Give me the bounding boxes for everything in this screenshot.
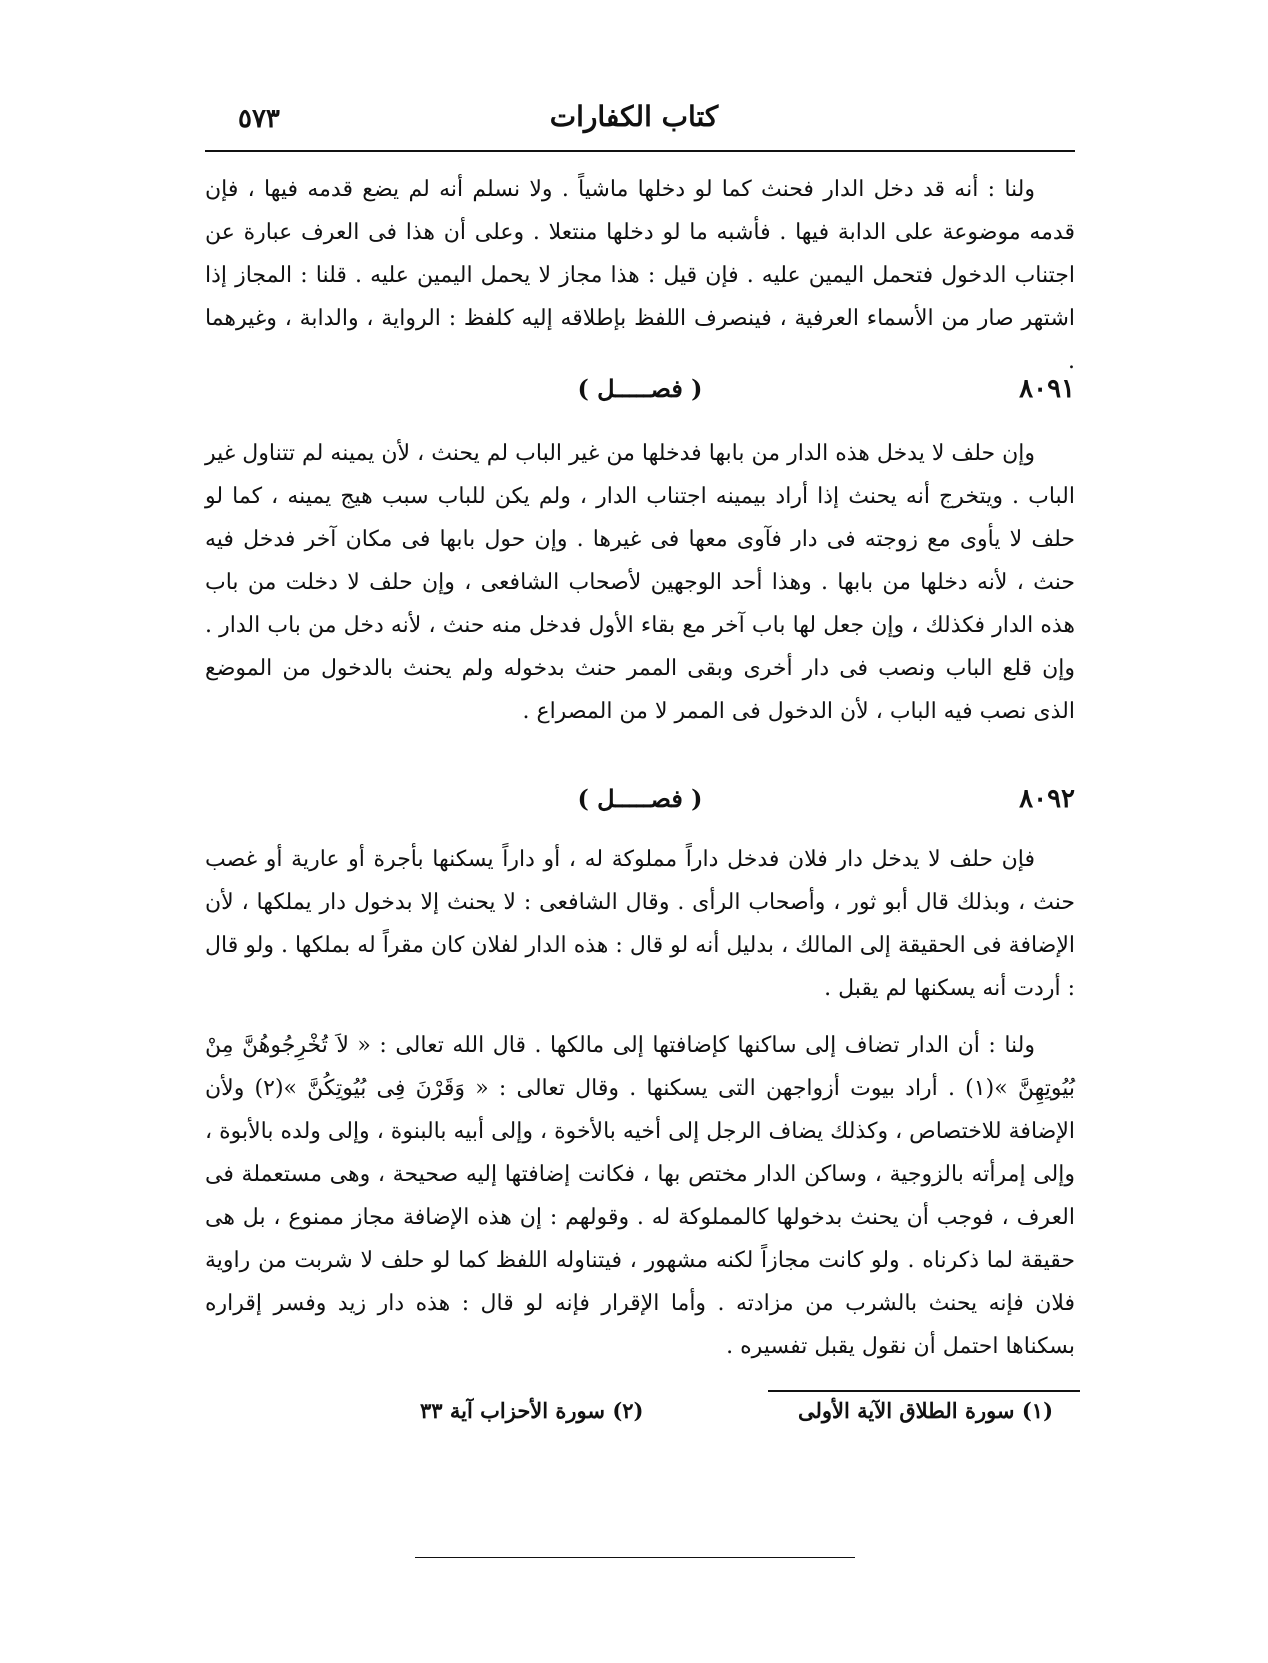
running-title: كتاب الكفارات: [549, 100, 719, 133]
footnote-rule: [768, 1390, 1080, 1392]
page-number: ٥٧٣: [238, 104, 280, 134]
header-rule: [205, 150, 1075, 152]
footnote-2: (٢) سورة الأحزاب آية ٣٣: [420, 1398, 644, 1423]
section-label: ( فصـــــل ): [577, 784, 703, 813]
section-heading-8092: [205, 784, 1075, 824]
section-8092-body: [205, 838, 1075, 1368]
section-label: ( فصـــــل ): [577, 374, 703, 403]
paragraph: وإن حلف لا يدخل هذه الدار من بابها فدخلها من غير الباب لم يحنث ، لأن يمينه لم تتناول غير الباب . ويتخرج أنه يحنث إذا أراد بيمينه اجتناب الدار ، ولم يكن للباب سبب هيج يمينه ، كما لو حلف لا يأوى مع زوجته فى دار فآوى معها فى غيرها . وإن حول بابها فى مكان آخر فدخل فيه حنث ، لأنه دخلها من بابها . وهذا أحد الوجهين لأصحاب الشافعى ، وإن حلف لا دخلت من باب هذه الدار فكذلك ، وإن جعل لها باب آخر مع بقاء الأول فدخل منه حنث ، لأنه دخل من باب الدار . وإن قلع الباب ونصب فى دار أخرى وبقى الممر حنث بدخوله ولم يحنث بالدخول من الموضع الذى نصب فيه الباب ، لأن الدخول فى الممر لا من المصراع .: [205, 441, 1075, 724]
section-heading-8091: [205, 374, 1075, 414]
section-number: ٨٠٩١: [1019, 374, 1075, 404]
paragraph: ولنا : أنه قد دخل الدار فحنث كما لو دخلها ماشياً . ولا نسلم أنه لم يضع قدمه فيها ، فإن قدمه موضوعة على الدابة فيها . فأشبه ما لو دخلها منتعلا . وعلى أن هذا فى العرف عبارة عن اجتناب الدخول فتحمل اليمين عليه . فإن قيل : هذا مجاز لا يحمل اليمين عليه . قلنا : المجاز إذا اشتهر صار من الأسماء العرفية ، فينصرف اللفظ بإطلاقه إليه كلفظ : الرواية ، والدابة ، وغيرهما .: [205, 177, 1075, 374]
paragraph: ولنا : أن الدار تضاف إلى ساكنها كإضافتها إلى مالكها . قال الله تعالى : « لاَ تُخْرِجُوهُنَّ مِنْ بُيُوتِهِنَّ »(١) . أراد بيوت أزواجهن التى يسكنها . وقال تعالى : « وَقَرْنَ فِى بُيُوتِكُنَّ »(٢) ولأن الإضافة للاختصاص ، وكذلك يضاف الرجل إلى أخيه بالأخوة ، وإلى أبيه بالبنوة ، وإلى ولده بالأبوة ، وإلى إمرأته بالزوجية ، وساكن الدار مختص بها ، فكانت إضافتها إليه صحيحة ، وهى مستعملة فى العرف ، فوجب أن يحنث بدخولها كالمملوكة له . وقولهم : إن هذه الإضافة مجاز ممنوع ، بل هى حقيقة لما ذكرناه . ولو كانت مجازاً لكنه مشهور ، فيتناوله اللفظ كما لو حلف لا شربت من راوية فلان فإنه يحنث بالشرب من مزادته . وأما الإقرار فإنه لو قال : هذه دار زيد وفسر إقراره بسكناها احتمل أن نقول يقبل تفسيره .: [205, 1033, 1075, 1359]
opening-paragraph-block: [205, 168, 1075, 383]
footnote-1: (١) سورة الطلاق الآية الأولى: [797, 1398, 1053, 1423]
page-header: [0, 0, 1268, 155]
bottom-rule: [415, 1557, 855, 1558]
section-number: ٨٠٩٢: [1019, 784, 1075, 814]
section-8091-body: [205, 432, 1075, 733]
paragraph: فإن حلف لا يدخل دار فلان فدخل داراً مملوكة له ، أو داراً يسكنها بأجرة أو عارية أو غصب حنث ، وبذلك قال أبو ثور ، وأصحاب الرأى . وقال الشافعى : لا يحنث إلا بدخول دار يملكها ، لأن الإضافة فى الحقيقة إلى المالك ، بدليل أنه لو قال : هذه الدار لفلان كان مقراً له بملكها . ولو قال : أردت أنه يسكنها لم يقبل .: [205, 847, 1075, 1001]
